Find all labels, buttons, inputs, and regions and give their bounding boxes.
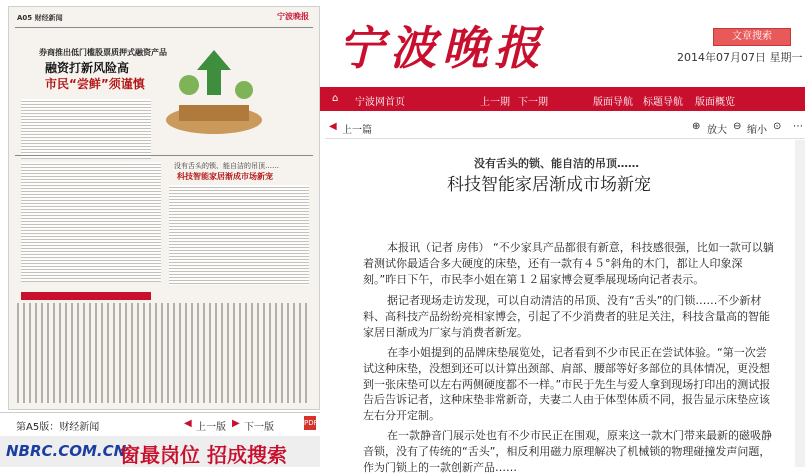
share-icon[interactable]: ⋯ [793,121,803,132]
ad-site: NBRC.COM.CN [6,442,127,460]
thumbnail-text-block [21,162,161,282]
next-page-link[interactable]: 下一版 [244,422,274,433]
divider [15,27,313,28]
thumbnail-illustration [159,45,269,145]
pdf-icon[interactable]: PDF [304,416,316,430]
article-search-button[interactable]: 文章搜索 [713,28,791,46]
home-icon[interactable]: ⌂ [332,93,339,104]
prev-article-arrow-icon[interactable]: ◀ [329,121,337,132]
thumbnail-kicker: 券商推出低门槛股票质押式融资产品 [39,48,167,57]
article-toolbar [325,118,805,139]
article-paragraph: 在一款静音门展示处也有不少市民正在围观，原来这一款木门带来最新的磁吸静音锁，没有了传统的“舌头”，相反利用磁力原理解决了机械锁的物理碰撞发声问题，作为门锁上的一款创新产品…… [363,429,772,474]
next-page-arrow-icon[interactable]: ▶ [232,418,240,429]
nav-layout-overview[interactable]: 版面概览 [695,97,735,108]
zoom-in-link[interactable]: 放大 [707,125,727,136]
article-title: 科技智能家居渐成市场新宠 [447,175,651,195]
ad-slogan: 窗最岗位 招成搜索 [120,443,287,467]
zoom-reset-icon[interactable]: ⊙ [773,121,782,132]
divider [15,155,313,156]
top-nav-bar [320,87,805,111]
article-paragraph: 在李小姐提到的品牌床垫展览处，记者看到不少市民正在尝试体验。“第一次尝试这种床垫，没想到还可以计算出颈部、肩部、腰部等好多部位的具体情况，更没想到一张床垫可以左右两侧硬度都不一样。”市民于先生与爱人拿到现场打印出的测试报告后告诉记者，这种床垫非常新奇，夫妻二人由于体型体质不同，报告显示床垫应该左右分开定制。 [363,346,771,423]
prev-page-arrow-icon[interactable]: ◀ [184,418,192,429]
thumbnail-headline-2: 市民“尝鲜”须谨慎 [45,77,145,91]
zoom-out-icon[interactable]: ⊖ [733,121,742,132]
article-paragraph: 据记者现场走访发现，可以自动清洁的吊顶、没有“舌头”的门锁……不少新材料、高科技产品纷纷亮相家博会，引起了不少消费者的驻足关注，科技含量高的智能家居日渐成为厂家与消费者新宠。 [363,294,770,339]
thumbnail-section-bar [21,292,151,300]
newspaper-logo[interactable]: 宁波晚报 [338,21,546,75]
scrollbar[interactable] [795,140,805,467]
thumbnail-text-block [21,99,151,159]
page-navigation-bar [0,412,320,435]
thumbnail-text-block [169,185,309,285]
zoom-out-link[interactable]: 缩小 [747,125,767,136]
nav-title-navigation[interactable]: 标题导航 [643,97,683,108]
ad-banner[interactable] [0,436,320,467]
thumbnail-headline-1: 融资打新风险高 [45,61,130,75]
issue-date: 2014年07月07日 星期一 [677,51,803,64]
thumbnail-brand: 宁波晚报 [277,11,309,21]
nav-prev-issue[interactable]: 上一期 [480,97,510,108]
zoom-in-icon[interactable]: ⊕ [692,121,701,132]
thumbnail-listings-block [17,303,311,403]
nav-layout-navigation[interactable]: 版面导航 [593,97,633,108]
thumbnail-sub-headline-2: 科技智能家居渐成市场新宠 [177,172,273,181]
article-subtitle: 没有舌头的锁、能自洁的吊顶…… [474,157,639,170]
article-paragraph: 本报讯（记者 房伟） “不少家具产品都很有新意，科技感很强，比如一款可以躺着测试你最适合多大硬度的床垫，还有一款有４５°斜角的木门，都让人印象深刻。”昨日下午，市民李小姐在第１２届家博会夏季展现场向记者表示。 [363,241,774,286]
prev-article-link[interactable]: 上一篇 [342,125,372,136]
prev-page-link[interactable]: 上一版 [196,422,226,433]
nav-next-issue[interactable]: 下一期 [518,97,548,108]
thumbnail-page-header: A05 财经新闻 [17,14,63,22]
nav-home-link[interactable]: 宁波网首页 [355,97,405,108]
newspaper-page-thumbnail[interactable] [8,6,320,410]
thumbnail-sub-headline-1: 没有舌头的锁、能自洁的吊顶…… [174,162,279,170]
page-label: 第A5版：财经新闻 [16,422,100,433]
